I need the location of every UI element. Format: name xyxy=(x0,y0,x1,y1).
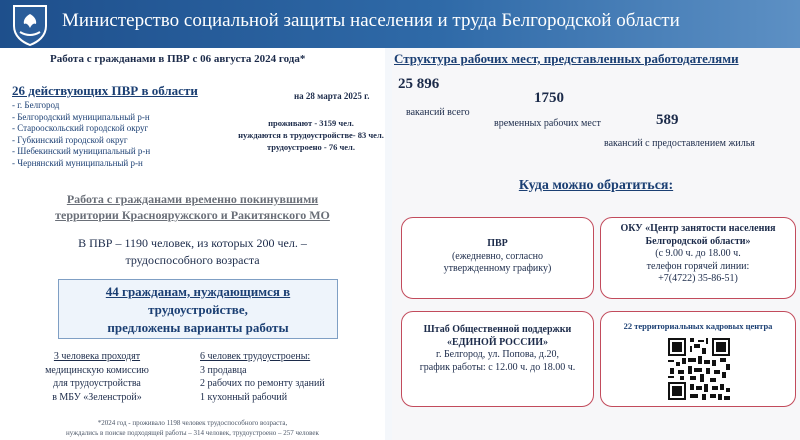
contact-heading: Куда можно обратиться: xyxy=(518,178,674,193)
district-item: - Губкинский городской округ xyxy=(12,135,150,147)
district-item: - г. Белгород xyxy=(12,100,150,112)
stat-residents: проживают - 3159 чел. xyxy=(268,118,354,128)
moved-heading-line2: территории Краснояружского и Ракитянского МО xyxy=(55,208,330,222)
card-shtab-address: г. Белгород, ул. Попова, д.20, xyxy=(435,349,560,360)
medcom-line1: 3 человека проходят xyxy=(53,351,141,362)
card-oku-hotline: телефон горячей линии: xyxy=(646,260,750,272)
offer-line2: трудоустройстве, xyxy=(148,302,248,317)
card-employment-center xyxy=(600,217,796,299)
coat-of-arms-icon xyxy=(10,2,50,46)
housing-vacancies-number: 589 xyxy=(656,112,679,128)
employed-line3: 2 рабочих по ремонту зданий xyxy=(200,378,325,389)
employed-line1: 6 человек трудоустроены: xyxy=(200,351,311,362)
card-pvr-title: ПВР xyxy=(487,238,508,249)
district-item: - Старооскольский городской округ xyxy=(12,123,150,135)
card-centers-caption: 22 территориальных кадровых центра xyxy=(623,321,773,331)
total-vacancies-caption: вакансий всего xyxy=(406,107,470,118)
footnote xyxy=(0,418,385,438)
card-shtab-schedule: график работы: с 12.00 ч. до 18.00 ч. xyxy=(419,361,576,373)
footnote-line2: нуждались в поиске подходящей работы – 314 человек, трудоустроено – 257 человек xyxy=(66,429,319,437)
card-oku-phone: +7(4722) 35-86-51) xyxy=(658,273,738,284)
district-list xyxy=(12,100,150,170)
card-oku-title-line2: Белгородской области» xyxy=(645,235,751,247)
employed-line2: 3 продавца xyxy=(200,364,247,376)
card-oku-title-line1: ОКУ «Центр занятости населения xyxy=(620,223,776,234)
moved-text-line2: трудоспособного возраста xyxy=(125,253,260,267)
card-shtab-title-line1: Штаб Общественной поддержки xyxy=(423,324,572,335)
district-item: - Белгородский муниципальный р-н xyxy=(12,112,150,124)
moved-heading-line1: Работа с гражданами временно покинувшими xyxy=(66,192,319,206)
moved-citizens-heading xyxy=(0,191,385,223)
district-item: - Шебекинский муниципальный р-н xyxy=(12,146,150,158)
footnote-line1: *2024 год - проживало 1198 человек трудоспособного возраста, xyxy=(97,419,288,427)
total-vacancies-number: 25 896 xyxy=(398,76,440,92)
card-pvr-line1: (ежедневно, согласно xyxy=(451,250,544,262)
stat-employed: трудоустроено - 76 чел. xyxy=(267,142,355,152)
temp-jobs-caption: временных рабочих мест xyxy=(494,118,601,129)
pvr-count-heading: 26 действующих ПВР в области xyxy=(12,83,198,98)
temp-jobs-number: 1750 xyxy=(534,90,564,106)
medcom-line3: для трудоустройства xyxy=(53,378,141,389)
stat-need-employment: нуждаются в трудоустройстве- 83 чел. xyxy=(238,130,384,140)
employed-block xyxy=(200,350,380,404)
pvr-stats xyxy=(236,117,386,153)
card-pvr-line2: утвержденному графику) xyxy=(443,263,552,274)
card-oku-hours: (с 9.00 ч. до 18.00 ч. xyxy=(655,248,741,259)
as-of-date: на 28 марта 2025 г. xyxy=(294,91,370,101)
moved-text-line1: В ПВР – 1190 человек, из которых 200 чел. – xyxy=(78,236,307,250)
offer-line1: 44 гражданам, нуждающимся в xyxy=(105,284,291,299)
moved-citizens-text xyxy=(0,235,385,269)
medcom-line4: в МБУ «Зеленстрой» xyxy=(52,391,142,403)
card-shtab-title-line2: «ЕДИНОЙ РОССИИ» xyxy=(446,336,549,348)
page-title: Министерство социальной защиты населения и труда Белгородской области xyxy=(62,10,680,31)
pvr-section-heading: Работа с гражданами в ПВР с 06 августа 2024 года* xyxy=(50,53,306,65)
card-public-support-hq xyxy=(401,311,594,407)
employed-line4: 1 кухонный рабочий xyxy=(200,391,288,403)
district-item: - Чернянский муниципальный р-н xyxy=(12,158,150,170)
qr-code-icon[interactable] xyxy=(666,336,732,402)
card-pvr xyxy=(401,217,594,299)
housing-vacancies-caption: вакансий с предоставлением жилья xyxy=(604,138,755,149)
medcom-line2: медицинскую комиссию xyxy=(45,364,149,376)
medical-commission-block xyxy=(22,350,172,404)
job-offer-box xyxy=(58,279,338,339)
jobs-structure-heading: Структура рабочих мест, представленных работодателями xyxy=(394,51,739,66)
offer-line3: предложены варианты работы xyxy=(107,320,289,335)
